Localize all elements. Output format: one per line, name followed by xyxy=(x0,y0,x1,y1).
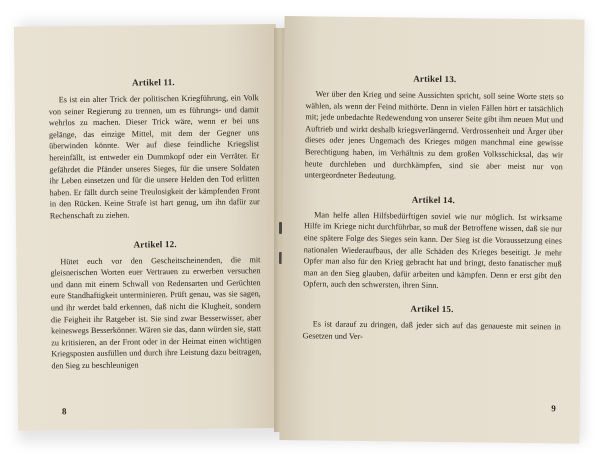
article-14-heading: Artikel 14. xyxy=(411,194,456,205)
right-page xyxy=(279,16,584,444)
left-page-number: 8 xyxy=(61,406,67,417)
article-12-heading: Artikel 12. xyxy=(133,238,177,250)
right-page-number: 9 xyxy=(551,403,556,414)
article-15-heading: Artikel 15. xyxy=(410,303,454,315)
article-11-heading: Artikel 11. xyxy=(132,77,175,88)
article-11-text: Es ist ein alter Trick der politischen Kriegführung, ein Volk von seiner Regierung zu trennen, um es führungs- und damit wehrlos zu machen. Dieser Trick wäre, wenn er bei uns gelänge, das einzige Mittel, mit dem der Gegner uns überwinden könnte. Wer auf diese feindliche Kriegslist hereinfällt, ist entweder ein Dummkopf oder ein Verräter. Er gefährdet die Pfänder unseres Sieges, für die unsere Soldaten ihr Leben einsetzen und für die unsere Helden den Tod erlitten haben. Er fällt durch seine Treulosigkeit der kämpfenden Front in den Rücken. Keine Strafe ist hart genug, um ihn dafür zur Rechenschaft zu ziehen. xyxy=(48,93,260,221)
article-13-heading: Artikel 13. xyxy=(413,73,457,85)
article-13-text: Wer über den Krieg und seine Aussichten spricht, soll seine Worte stets so wählen, als wenn der Feind mithörte. Denn in vielen Fällen hört er tatsächlich mit; jede unbedachte Redewendung von unserer Seite gibt ihm neuen Mut und Auftrieb und wirkt deshalb kriegsverlängernd. Verdrossenheit und Ärger über dieses oder jenes Ungemach des Krieges mögen manchmal eine gewisse Berechtigung haben, im Verhältnis zu dem großen Volksschicksal, das wir heute durchleben und durchkämpfen, sind sie aber meist nur von untergeordneter Bedeutung. xyxy=(304,89,564,181)
left-page xyxy=(14,24,280,431)
article-14-text: Man helfe allen Hilfsbedürftigen soviel wie nur möglich. Ist wirksame Hilfe im Kriege nicht durchführbar, so muß der Betroffene wissen, daß sie nur eine spätere Folge des Sieges sein kann. Der Sieg ist die Voraussetzung eines nationalen Wiederaufbaus, der alle Schäden des Krieges beseitigt. Je mehr Opfer man also für den Krieg gebracht hat und bringt, desto fanatischer muß man an den Sieg glauben, dafür arbeiten und kämpfen. Denn er erst gibt den Opfern, auch den schwersten, ihren Sinn. xyxy=(303,210,563,291)
article-15-text: Es ist darauf zu dringen, daß jeder sich auf das genaueste mit seinen in Gesetzen und Ver- xyxy=(302,319,561,341)
article-12-text: Hütet euch vor den Gescheitscheinenden, die mit gleisnerischen Worten euer Vertrauen zu erwerben versuchen und dann mit einem Schwall von Redensarten und Gerüchten eure Standhaftigkeit unterminieren. Prüft genau, was sie sagen, und ihr werdet bald erkennen, daß nicht die Klugheit, sondern die Feigheit ihr Ratgeber ist. Sie sind zwar Besserwisser, aber keineswegs Besserkönner. Wären sie das, dann würden sie, statt zu kritisieren, an der Front oder in der Heimat einen wichtigen Kriegsposten ausfüllen und durch ihre Leistung dazu beitragen, den Sieg zu beschleunigen xyxy=(50,254,262,371)
